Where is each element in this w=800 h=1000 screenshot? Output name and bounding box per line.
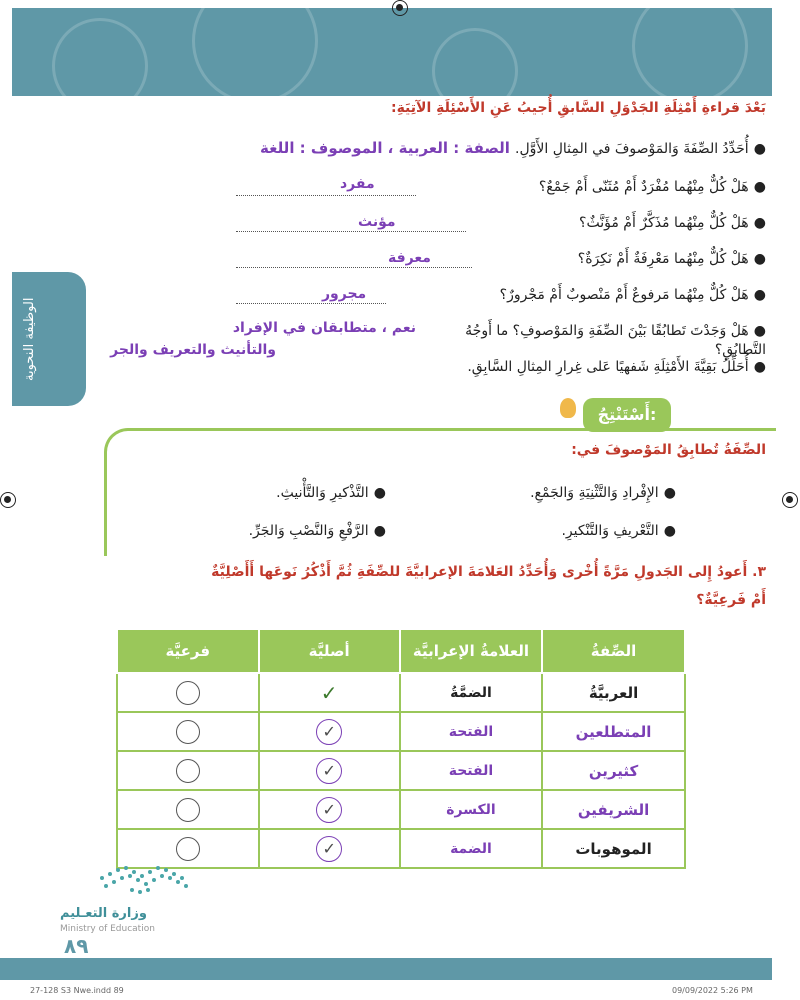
- circled-check-icon: ✓: [316, 836, 342, 862]
- bullet-icon: ●: [663, 523, 676, 539]
- question-5: [240, 284, 766, 308]
- instruction-heading: بَعْدَ قراءةِ أَمْثِلَةِ الجَدْوَلِ السَّابقِ أُجيبُ عَنِ الأَسْئِلَةِ الآتِيَةِ:: [390, 100, 766, 116]
- answer-text: مفرد: [340, 176, 375, 192]
- question-text: هَلْ كُلٌّ مِنْهُما مَعْرِفَةٌ أَمْ نَكِرَةٌ؟: [577, 251, 749, 267]
- registration-mark-icon: [392, 0, 408, 16]
- conclusion-item-text: الرَّفْعِ وَالنَّصْبِ وَالجَرِّ.: [248, 523, 369, 539]
- marker-cell: الفتحة: [400, 751, 542, 790]
- question-6: [420, 320, 766, 358]
- conclusion-item: [200, 520, 386, 539]
- ministry-name: وزارة التعـليم: [60, 906, 147, 921]
- empty-circle-icon: [176, 798, 200, 822]
- secondary-cell[interactable]: [117, 829, 259, 868]
- table-row: [117, 751, 685, 790]
- registration-mark-icon: [782, 492, 798, 508]
- side-tab: [12, 272, 86, 406]
- answer-line: [236, 266, 472, 268]
- question-text: هَلْ كُلٌّ مِنْهُما مُذَكَّرٌ أَمْ مُؤَنَّثٌ؟: [579, 215, 749, 231]
- adjective-cell: العربيَّةُ: [542, 673, 685, 712]
- answer-text: مجرور: [322, 286, 367, 302]
- empty-circle-icon: [176, 837, 200, 861]
- page-number: ٨٩: [64, 934, 89, 958]
- circled-check-icon: ✓: [316, 719, 342, 745]
- print-slug-file: 27-128 S3 Nwe.indd 89: [30, 986, 124, 995]
- bullet-icon: ●: [753, 287, 766, 303]
- bullet-icon: ●: [753, 323, 766, 339]
- side-tab-label: الوظيفة النحوية: [22, 297, 37, 381]
- analysis-table: [116, 628, 686, 869]
- answer-line: [236, 194, 416, 196]
- conclusion-item: [440, 482, 676, 501]
- marker-cell: الكسرة: [400, 790, 542, 829]
- table-row: [117, 790, 685, 829]
- circled-check-icon: ✓: [316, 758, 342, 784]
- header-adjective: الصِّفةُ: [542, 629, 685, 673]
- answer-line: [236, 302, 386, 304]
- conclusion-item-text: التَّعْريفِ وَالتَّنْكيرِ.: [561, 523, 659, 539]
- task-3-line-2: أَمْ فَرعِيَّةٌ؟: [696, 592, 766, 608]
- question-text: هَلْ كُلٌّ مِنْهُما مَرفوعٌ أَمْ مَنْصوبٌ أَمْ مَجْرورٌ؟: [499, 287, 749, 303]
- ministry-logo-icon: [100, 864, 190, 898]
- secondary-cell[interactable]: [117, 673, 259, 712]
- table-row: [117, 712, 685, 751]
- empty-circle-icon: [176, 720, 200, 744]
- header-marker: العلامةُ الإعرابيَّة: [400, 629, 542, 673]
- print-slug-date: 09/09/2022 5:26 PM: [672, 986, 753, 995]
- conclusion-item: [200, 482, 386, 501]
- conclusion-label: أَسْتَنْتِجُ:: [583, 398, 671, 432]
- original-cell[interactable]: [259, 751, 400, 790]
- marker-cell: الضمة: [400, 829, 542, 868]
- original-cell[interactable]: [259, 790, 400, 829]
- conclusion-heading: الصِّفَةُ تُطابِقُ المَوْصوفَ في:: [571, 442, 766, 458]
- checkmark-icon: ✓: [320, 680, 338, 705]
- marker-cell: الضمَّةُ: [400, 673, 542, 712]
- question-2: [240, 176, 766, 200]
- header-original: أصليَّة: [259, 629, 400, 673]
- original-cell[interactable]: [259, 673, 400, 712]
- header-secondary: فرعيَّة: [117, 629, 259, 673]
- header-band: [12, 8, 772, 96]
- adjective-cell: الشريفين: [542, 790, 685, 829]
- circled-check-icon: ✓: [316, 797, 342, 823]
- original-cell[interactable]: [259, 712, 400, 751]
- bullet-icon: ●: [663, 485, 676, 501]
- footer-band: [0, 958, 772, 980]
- answer-text: الصفة : العربية ، الموصوف : اللغة: [260, 139, 510, 157]
- question-text: أُحَدِّدُ الصِّفَةَ وَالمَوْصوفَ في المِثالِ الأَوَّلِ.: [515, 141, 749, 157]
- adjective-cell: كثيرين: [542, 751, 685, 790]
- question-4: [240, 248, 766, 272]
- adjective-cell: المتطلعين: [542, 712, 685, 751]
- answer-line: [236, 230, 466, 232]
- bullet-icon: ●: [753, 141, 766, 157]
- conclusion-item-text: الإِفْرادِ وَالتَّثْنِيَةِ وَالجَمْعِ.: [530, 485, 659, 501]
- original-cell[interactable]: [259, 829, 400, 868]
- bullet-icon: ●: [373, 523, 386, 539]
- question-text: هَلْ كُلٌّ مِنْهُما مُفْرَدٌ أَمْ مُثَنّى أَمْ جَمْعٌ؟: [538, 179, 749, 195]
- empty-circle-icon: [176, 759, 200, 783]
- answer-text: معرفة: [388, 250, 431, 266]
- registration-mark-icon: [0, 492, 16, 508]
- answer-text-continued: والتأنيث والتعريف والجر: [110, 342, 276, 358]
- question-1: [110, 138, 766, 162]
- bullet-icon: ●: [753, 179, 766, 195]
- table-row: [117, 829, 685, 868]
- secondary-cell[interactable]: [117, 790, 259, 829]
- answer-text: مؤنث: [358, 214, 396, 230]
- bullet-icon: ●: [753, 251, 766, 267]
- question-text: هَلْ وَجَدْتَ تَطابُقًا بَيْنَ الصِّفَةِ وَالمَوْصوفِ؟ ما أَوجُهُ التَّطابُقِ؟: [465, 323, 766, 358]
- marker-cell: الفتحة: [400, 712, 542, 751]
- conclusion-item-text: التَّذْكيرِ وَالتَّأْنيثِ.: [276, 485, 369, 501]
- question-text: أُحَلِّلُ بَقِيَّةَ الأَمْثِلَةِ شَفهيًا عَلى غِرارِ المِثالِ السَّابِقِ.: [467, 359, 749, 375]
- bullet-icon: ●: [753, 215, 766, 231]
- ministry-name-en: Ministry of Education: [60, 924, 155, 934]
- conclusion-item: [440, 520, 676, 539]
- lightbulb-icon: [560, 398, 576, 418]
- empty-circle-icon: [176, 681, 200, 705]
- secondary-cell[interactable]: [117, 712, 259, 751]
- question-7: [300, 356, 766, 380]
- question-3: [240, 212, 766, 236]
- adjective-cell: الموهوبات: [542, 829, 685, 868]
- bullet-icon: ●: [753, 359, 766, 375]
- secondary-cell[interactable]: [117, 751, 259, 790]
- table-row: [117, 673, 685, 712]
- task-3-line-1: ٣. أَعودُ إِلى الجَدولِ مَرَّةً أُخْرى وَأُحَدِّدُ العَلامَةَ الإعرابيَّةَ للصِّفَةِ ثُمَّ أَذْكُرُ نَوعَها أَأَصْلِيَّةٌ: [211, 564, 766, 580]
- answer-text: نعم ، متطابقان في الإفراد: [232, 320, 416, 336]
- bullet-icon: ●: [373, 485, 386, 501]
